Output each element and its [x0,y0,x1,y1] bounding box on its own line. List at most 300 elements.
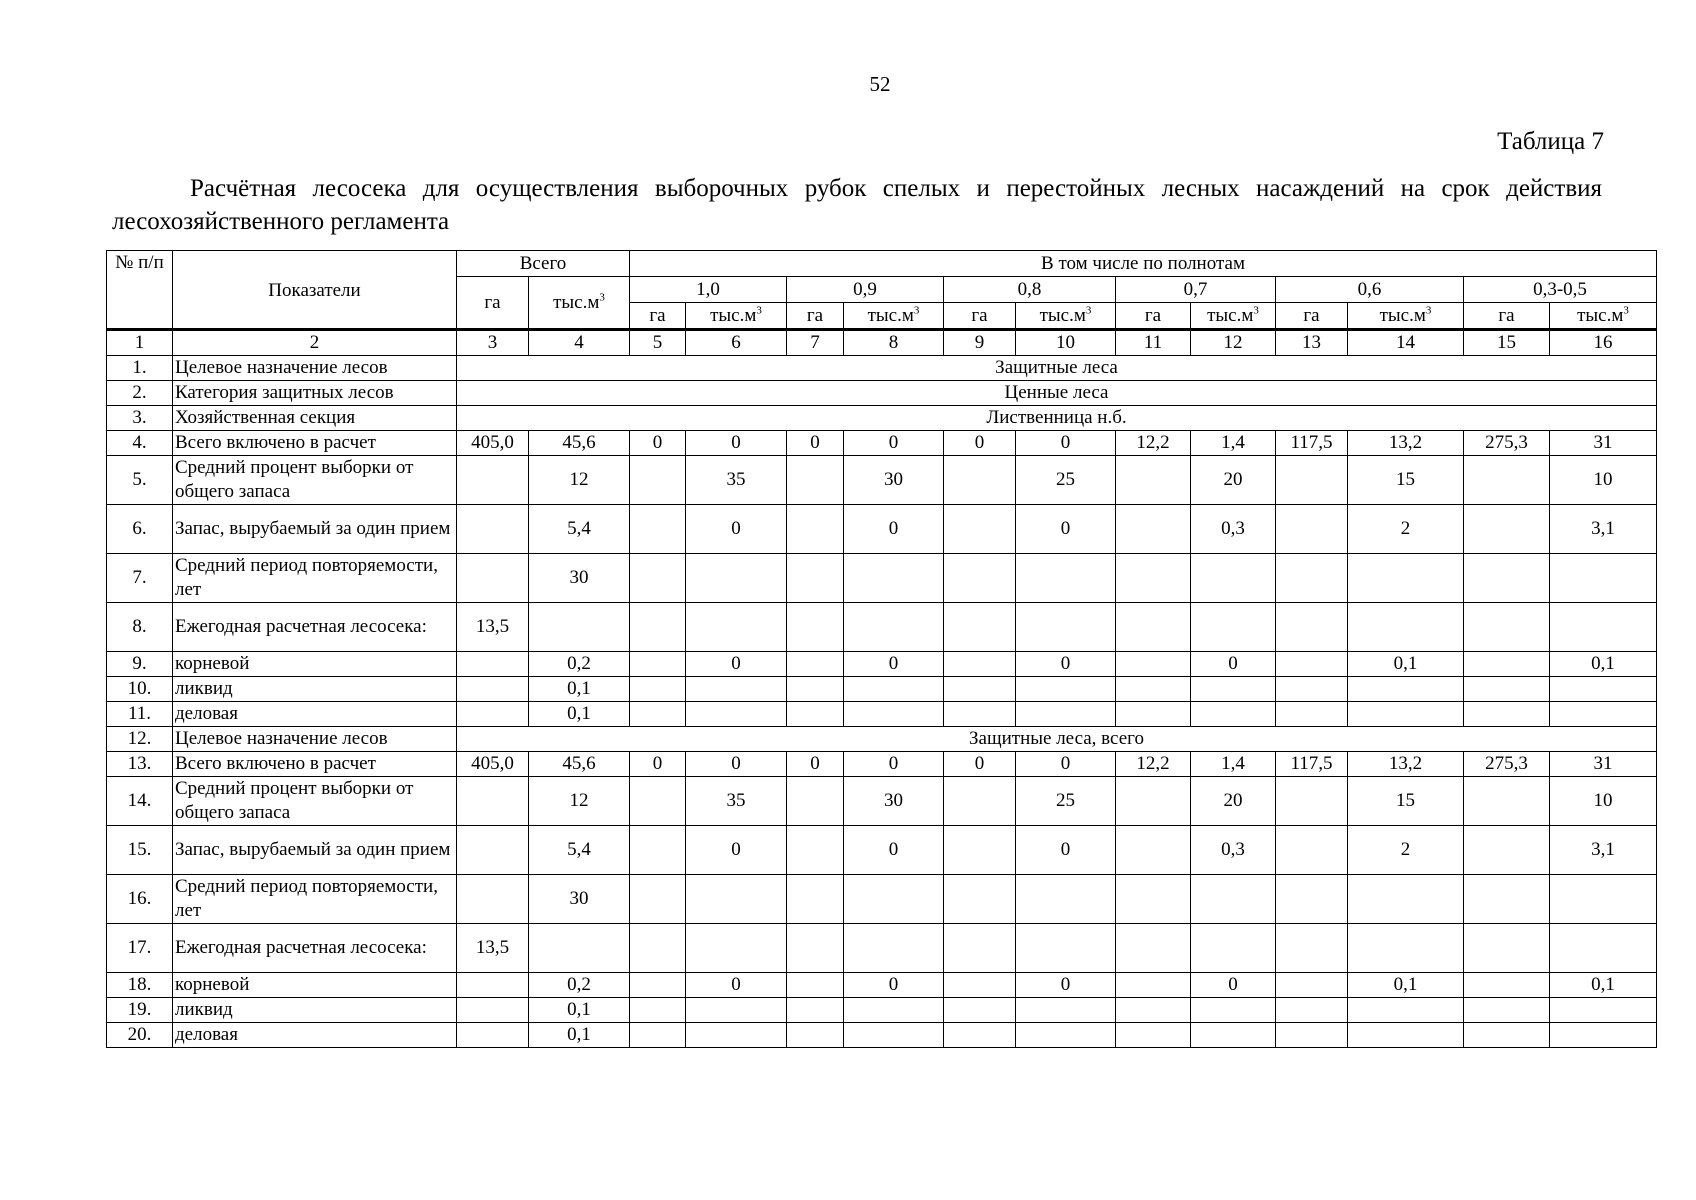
table-row [107,381,1657,406]
table-cell: 2 [1348,826,1464,875]
table-cell [1550,924,1657,973]
table-cell [457,677,529,702]
table-cell [630,826,686,875]
table-cell: 30 [529,554,630,603]
table-cell [686,677,787,702]
table-cell: 0 [787,431,844,456]
table-cell: 0 [1016,652,1116,677]
table-cell: 13,5 [457,603,529,652]
row-label: корневой [173,973,457,998]
table-cell: 405,0 [457,431,529,456]
unit-label: тыс.м [710,304,757,326]
table-cell [1191,603,1276,652]
table-cell [630,875,686,924]
table-cell [1276,924,1348,973]
table-cell: 0 [844,505,944,554]
table-cell [944,603,1016,652]
table-cell: 0 [1191,973,1276,998]
table-cell: 20 [1191,777,1276,826]
table-cell [1116,973,1191,998]
table-cell: 0,3 [1191,505,1276,554]
row-label: Ежегодная расчетная лесосека: [173,603,457,652]
unit-superscript: 3 [599,291,605,304]
table-cell [1116,875,1191,924]
table-cell [1191,702,1276,727]
unit-volume [686,303,787,330]
table-cell: 5,4 [529,826,630,875]
table-row [107,727,1657,752]
row-label: Запас, вырубаемый за один прием [173,826,457,875]
table-cell: 405,0 [457,752,529,777]
table-cell: 0 [630,752,686,777]
table-cell: 5,4 [529,505,630,554]
table-cell: 35 [686,456,787,505]
table-cell [787,505,844,554]
row-label: Целевое назначение лесов [173,727,457,752]
table-cell: 0 [844,752,944,777]
table-row [107,677,1657,702]
column-number: 4 [529,330,630,356]
header-row-1 [107,251,1657,277]
table-cell: 2 [1348,505,1464,554]
table-row [107,973,1657,998]
header-total-volume [529,277,630,330]
table-row [107,998,1657,1023]
table-cell [1464,554,1550,603]
table-cell [686,603,787,652]
table-cell [944,505,1016,554]
table-cell [1276,1023,1348,1048]
row-number: 4. [107,431,173,456]
table-cell [1116,777,1191,826]
table-cell: 0,1 [1348,652,1464,677]
table-row [107,1023,1657,1048]
row-number: 17. [107,924,173,973]
table-cell [457,875,529,924]
column-number-row [107,330,1657,356]
column-number: 13 [1276,330,1348,356]
table-cell [1116,677,1191,702]
column-number: 1 [107,330,173,356]
unit-superscript: 3 [1623,304,1629,317]
table-cell: 3,1 [1550,505,1657,554]
unit-ha: га [1116,303,1191,330]
section-value: Лиственница н.б. [457,406,1657,431]
table-cell [630,554,686,603]
table-cell [1464,702,1550,727]
table-cell [787,924,844,973]
table-cell [944,652,1016,677]
table-cell: 30 [844,456,944,505]
unit-superscript: 3 [1425,304,1432,317]
density-header: 0,9 [787,277,944,303]
table-cell [1276,505,1348,554]
table-cell: 0 [787,752,844,777]
table-label: Таблица 7 [1497,128,1604,155]
table-cell [457,973,529,998]
table-cell: 45,6 [529,431,630,456]
table-cell: 31 [1550,752,1657,777]
density-header: 0,6 [1276,277,1464,303]
unit-volume [1016,303,1116,330]
table-cell [1016,875,1116,924]
row-number: 19. [107,998,173,1023]
table-cell: 0 [844,973,944,998]
table-cell [1116,924,1191,973]
column-number: 14 [1348,330,1464,356]
column-number: 15 [1464,330,1550,356]
column-number: 9 [944,330,1016,356]
table-cell [1276,875,1348,924]
table-cell [686,924,787,973]
table-cell [1550,1023,1657,1048]
table-cell [944,456,1016,505]
table-cell: 0 [844,826,944,875]
table-cell [1276,554,1348,603]
table-cell: 13,2 [1348,431,1464,456]
table-cell [457,998,529,1023]
table-cell [787,456,844,505]
row-number: 14. [107,777,173,826]
column-number: 7 [787,330,844,356]
table-cell: 0 [686,652,787,677]
column-number: 11 [1116,330,1191,356]
row-label: Всего включено в расчет [173,752,457,777]
table-cell: 0 [686,505,787,554]
table-row [107,406,1657,431]
page-number: 52 [869,72,891,96]
table-cell [1016,924,1116,973]
table-row [107,777,1657,826]
table-cell [944,677,1016,702]
table-cell [1276,603,1348,652]
table-cell [844,702,944,727]
table-cell: 1,4 [1191,752,1276,777]
table-cell [1276,826,1348,875]
table-cell [1016,702,1116,727]
row-number: 2. [107,381,173,406]
row-label: Целевое назначение лесов [173,356,457,381]
table-cell [787,702,844,727]
table-cell: 0,1 [529,998,630,1023]
row-number: 16. [107,875,173,924]
density-header: 0,8 [944,277,1116,303]
table-cell: 0 [1016,973,1116,998]
row-label: деловая [173,1023,457,1048]
table-cell [1276,456,1348,505]
unit-label: тыс.м [1577,304,1624,326]
table-cell: 12 [529,777,630,826]
table-cell [787,998,844,1023]
table-cell: 0 [1016,826,1116,875]
column-number: 8 [844,330,944,356]
table-cell [1348,677,1464,702]
table-cell [787,1023,844,1048]
table-cell [1464,826,1550,875]
table-cell [457,1023,529,1048]
table-cell [944,1023,1016,1048]
table-cell: 45,6 [529,752,630,777]
row-number: 6. [107,505,173,554]
unit-label: тыс.м [1379,304,1426,326]
table-cell [787,826,844,875]
table-row [107,924,1657,973]
table-cell [1464,875,1550,924]
table-cell [844,603,944,652]
table-cell [787,652,844,677]
row-label: ликвид [173,677,457,702]
column-number: 12 [1191,330,1276,356]
table-cell [1550,998,1657,1023]
row-label: Категория защитных лесов [173,381,457,406]
table-cell [1191,875,1276,924]
table-cell: 0 [686,431,787,456]
table-cell [787,554,844,603]
table-cell [1464,777,1550,826]
table-cell [686,1023,787,1048]
table-cell [630,998,686,1023]
unit-ha: га [1276,303,1348,330]
unit-superscript: 3 [1085,304,1092,317]
row-label: ликвид [173,998,457,1023]
table-cell [529,603,630,652]
row-number: 7. [107,554,173,603]
unit-volume [1191,303,1276,330]
table-cell [630,677,686,702]
row-label: Хозяйственная секция [173,406,457,431]
table-cell: 20 [1191,456,1276,505]
table-cell: 0,1 [1348,973,1464,998]
table-cell [1550,603,1657,652]
table-row [107,554,1657,603]
table-row [107,505,1657,554]
table-cell [1276,677,1348,702]
column-number: 2 [173,330,457,356]
table-cell [944,875,1016,924]
table-cell [1116,505,1191,554]
header-indicators: Показатели [173,251,457,330]
table-cell: 15 [1348,777,1464,826]
table-cell [630,505,686,554]
table-cell [844,1023,944,1048]
unit-superscript: 3 [913,304,920,317]
table-row [107,752,1657,777]
table-cell [1348,554,1464,603]
table-cell: 0 [944,431,1016,456]
unit-ha: га [944,303,1016,330]
table-cell [1016,998,1116,1023]
table-cell: 117,5 [1276,752,1348,777]
row-label: Средний процент выборки от общего запаса [173,456,457,505]
row-label: Средний период повторяемости, лет [173,554,457,603]
table-cell: 30 [844,777,944,826]
row-number: 11. [107,702,173,727]
table-cell [1116,554,1191,603]
row-label: Всего включено в расчет [173,431,457,456]
header-total-ha: га [457,277,529,330]
unit-superscript: 3 [1253,304,1259,317]
table-cell: 12 [529,456,630,505]
row-number: 20. [107,1023,173,1048]
table-cell: 1,4 [1191,431,1276,456]
table-cell [1116,456,1191,505]
table-cell: 0,1 [1550,973,1657,998]
table-row [107,702,1657,727]
table-row [107,603,1657,652]
unit-ha: га [1464,303,1550,330]
table-cell: 275,3 [1464,431,1550,456]
table-cell: 0 [844,652,944,677]
table-cell: 117,5 [1276,431,1348,456]
table-row [107,826,1657,875]
table-cell [457,826,529,875]
table-cell [787,875,844,924]
table-cell: 13,2 [1348,752,1464,777]
table-cell [457,777,529,826]
table-cell [1464,505,1550,554]
table-cell [529,924,630,973]
section-value: Защитные леса [457,356,1657,381]
table-cell [787,973,844,998]
row-label: Ежегодная расчетная лесосека: [173,924,457,973]
table-cell: 0 [844,431,944,456]
row-label: Запас, вырубаемый за один прием [173,505,457,554]
table-cell [944,924,1016,973]
column-number: 6 [686,330,787,356]
table-cell [1464,652,1550,677]
unit-ha: га [787,303,844,330]
table-cell [944,702,1016,727]
row-number: 18. [107,973,173,998]
header-total: Всего [457,251,630,277]
table-row [107,456,1657,505]
unit-volume [1550,303,1657,330]
row-label: Средний период повторяемости, лет [173,875,457,924]
table-cell: 31 [1550,431,1657,456]
density-header: 0,3-0,5 [1464,277,1657,303]
row-number: 12. [107,727,173,752]
table-cell [457,702,529,727]
table-cell: 0 [944,752,1016,777]
table-row [107,875,1657,924]
table-cell [1276,702,1348,727]
table-cell [1348,702,1464,727]
table-cell [1116,826,1191,875]
column-number: 16 [1550,330,1657,356]
table-cell [1276,652,1348,677]
table-cell [1191,1023,1276,1048]
table-cell: 0 [686,752,787,777]
table-cell: 12,2 [1116,752,1191,777]
table-cell [1016,677,1116,702]
section-value: Защитные леса, всего [457,727,1657,752]
table-cell [1550,702,1657,727]
density-header: 1,0 [630,277,787,303]
row-label: деловая [173,702,457,727]
table-cell [686,998,787,1023]
table-cell: 0,1 [529,1023,630,1048]
table-cell: 10 [1550,456,1657,505]
table-cell: 0 [686,973,787,998]
table-cell [1191,998,1276,1023]
table-row [107,652,1657,677]
table-cell [1016,1023,1116,1048]
table-cell [844,875,944,924]
table-cell [630,973,686,998]
table-cell [1116,998,1191,1023]
document-title: Расчётная лесосека для осуществления выборочных рубок спелых и перестойных лесных насаждений на срок действия лесохозяйственного регламента [112,175,1602,235]
table-cell: 0 [1016,752,1116,777]
table-cell: 15 [1348,456,1464,505]
table-cell [1464,924,1550,973]
table-cell [1348,998,1464,1023]
table-cell [1348,1023,1464,1048]
column-number: 3 [457,330,529,356]
table-cell [1191,677,1276,702]
table-cell: 0 [686,826,787,875]
table-cell [844,554,944,603]
table-cell [1464,1023,1550,1048]
unit-ha: га [630,303,686,330]
table-cell [1276,973,1348,998]
table-cell [1348,924,1464,973]
unit-volume [844,303,944,330]
table-cell [1348,603,1464,652]
table-cell [944,777,1016,826]
column-number: 5 [630,330,686,356]
table-cell: 0 [630,431,686,456]
unit-label: тыс.м [1039,304,1086,326]
table-cell: 275,3 [1464,752,1550,777]
table-cell: 0,3 [1191,826,1276,875]
header-including: В том числе по полнотам [630,251,1657,277]
table-cell [787,677,844,702]
table-row [107,431,1657,456]
table-cell [1116,603,1191,652]
table-cell [787,603,844,652]
table-cell [457,505,529,554]
table-cell [944,554,1016,603]
row-label: Средний процент выборки от общего запаса [173,777,457,826]
table-cell: 3,1 [1550,826,1657,875]
table-cell: 0,1 [1550,652,1657,677]
table-cell [630,1023,686,1048]
unit-superscript: 3 [756,304,762,317]
table-cell [1116,652,1191,677]
row-number: 9. [107,652,173,677]
table-cell [1116,1023,1191,1048]
table-cell [944,973,1016,998]
table-cell: 0,2 [529,652,630,677]
table-cell: 12,2 [1116,431,1191,456]
table-cell: 25 [1016,456,1116,505]
column-number: 10 [1016,330,1116,356]
row-number: 3. [107,406,173,431]
row-number: 5. [107,456,173,505]
table-cell: 10 [1550,777,1657,826]
table-cell [630,924,686,973]
table-cell [844,998,944,1023]
table-cell [1116,702,1191,727]
header-num: № п/п [107,251,173,330]
table-cell [1550,554,1657,603]
table-cell: 30 [529,875,630,924]
table-cell [1464,677,1550,702]
row-number: 13. [107,752,173,777]
row-number: 8. [107,603,173,652]
table-cell [1550,875,1657,924]
unit-label: тыс.м [553,291,600,313]
